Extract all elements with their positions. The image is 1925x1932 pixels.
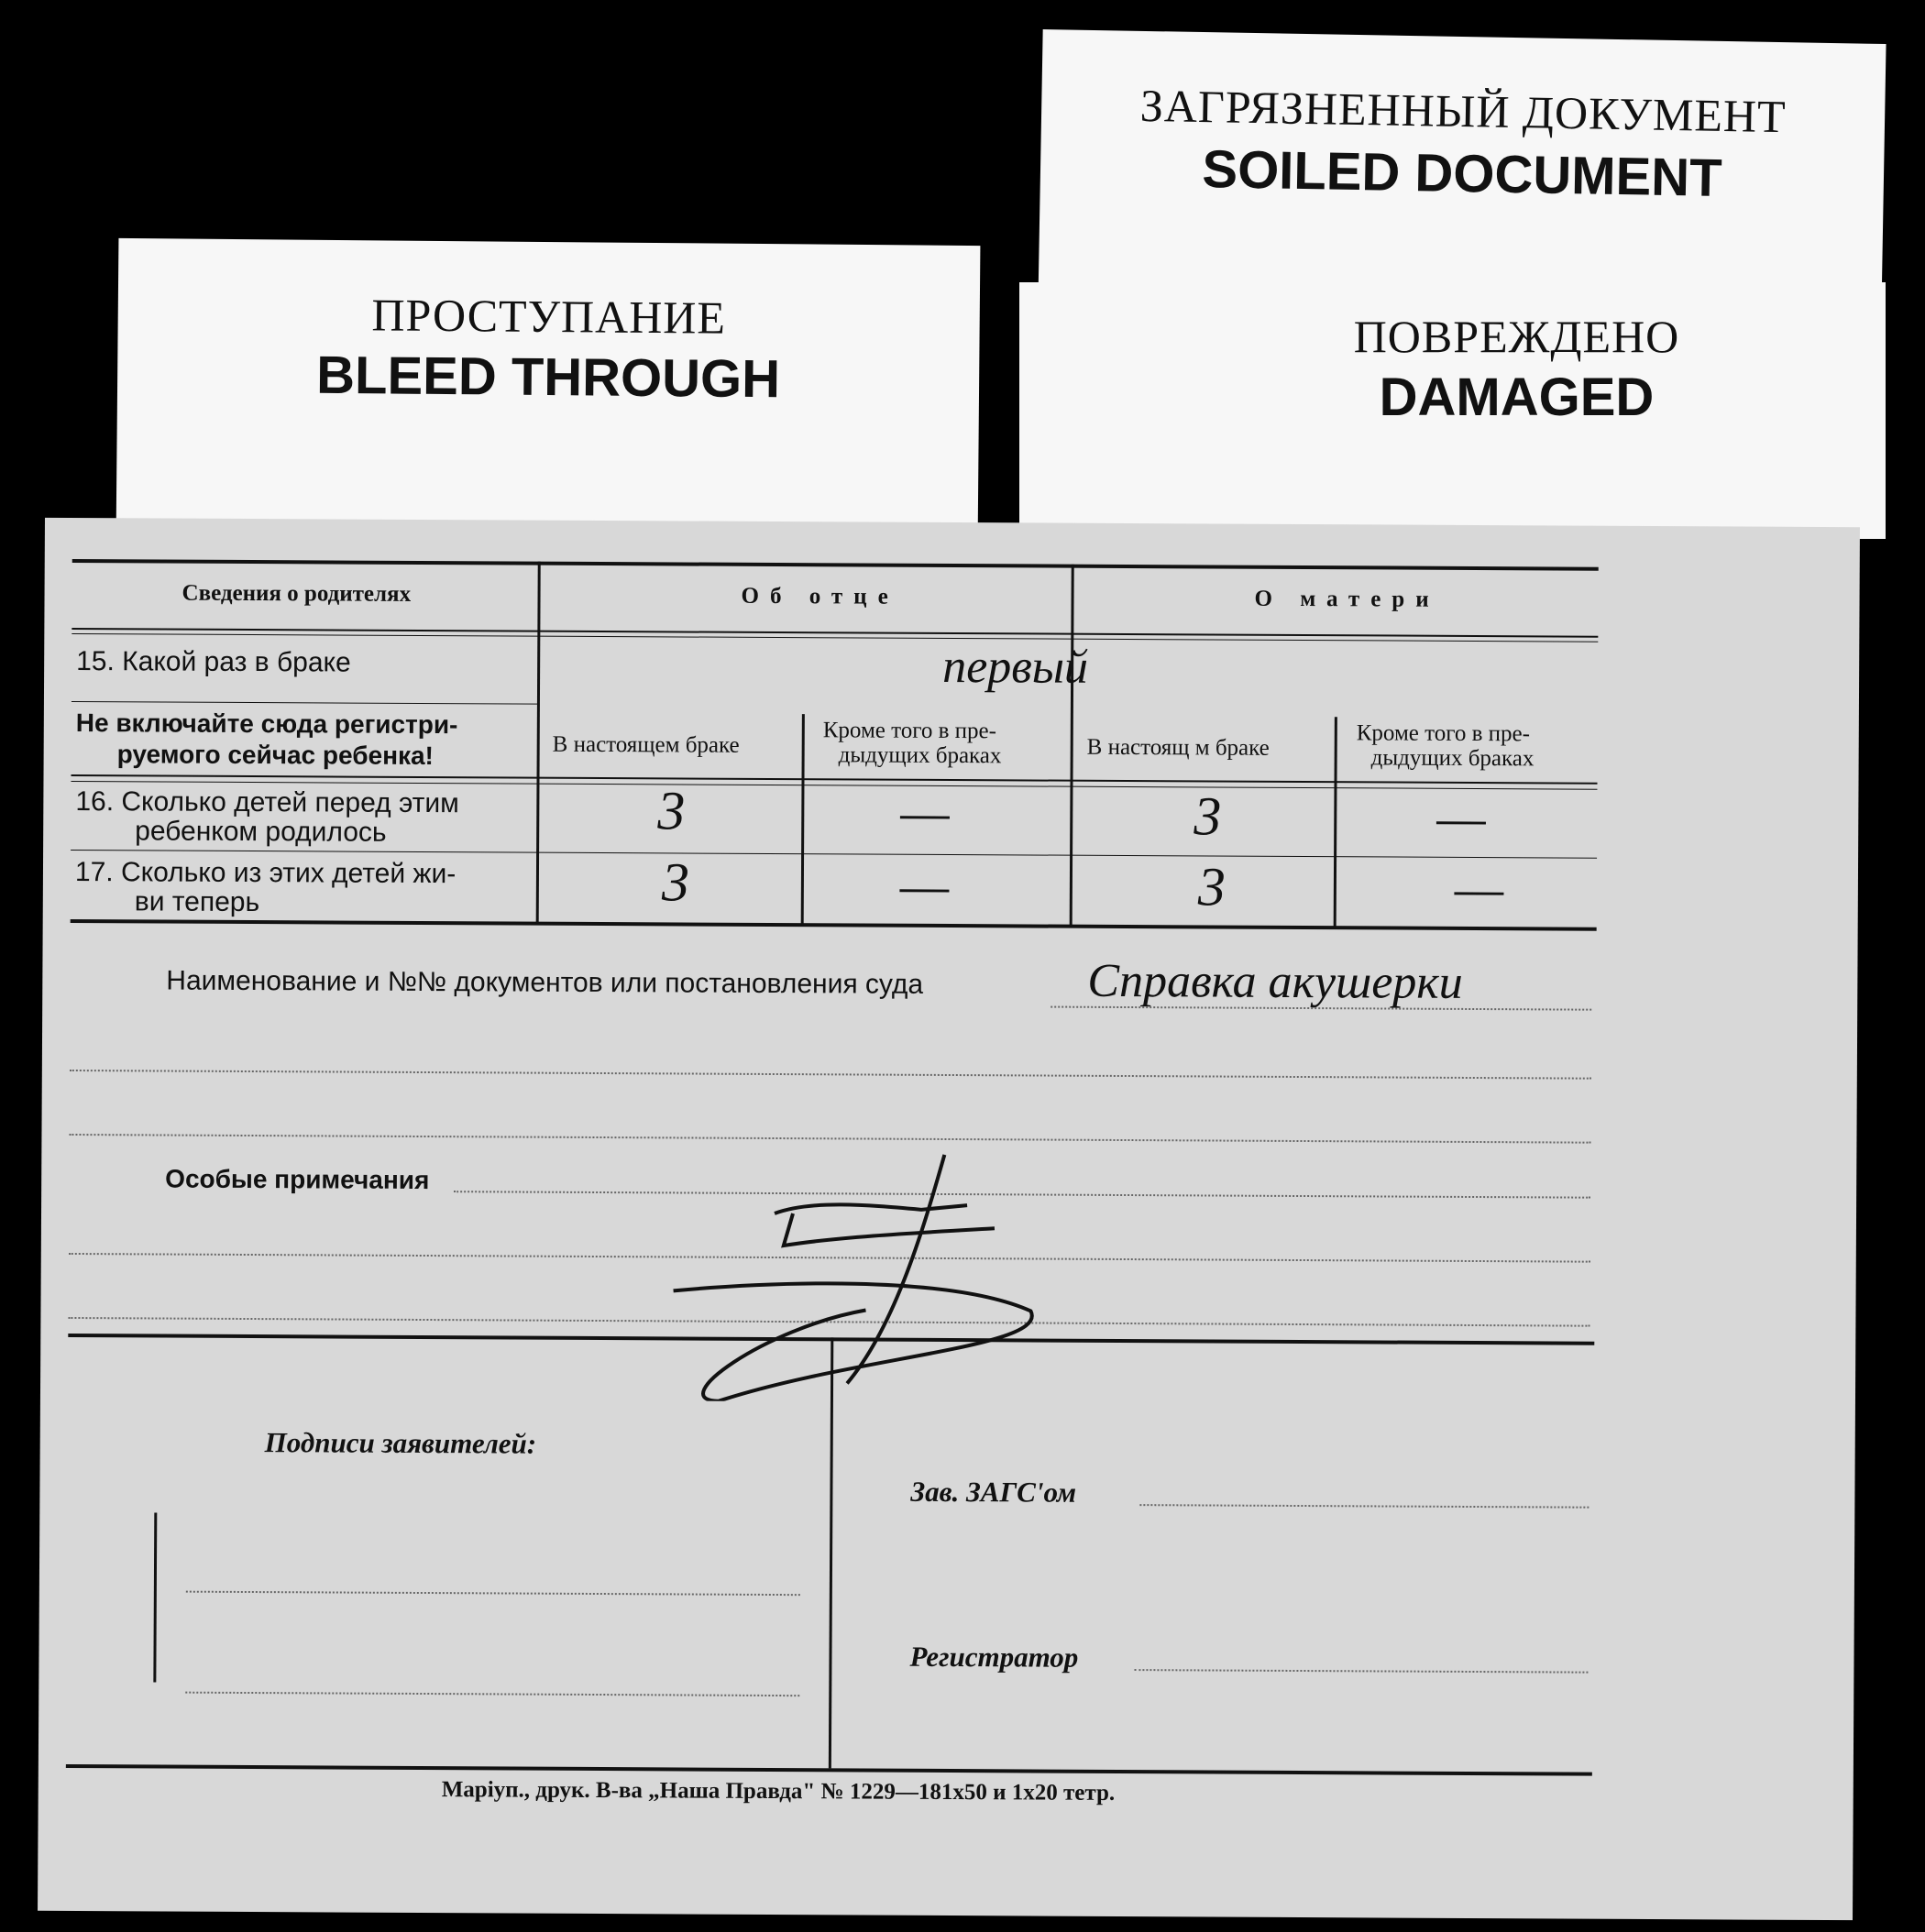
head-sign-line [1139, 1504, 1589, 1509]
q16-line2: ребенком родилось [135, 816, 387, 848]
head-registry-label: Зав. ЗАГС'ом [910, 1475, 1077, 1509]
damaged-label-en: DAMAGED [1379, 368, 1655, 427]
registrar-sign-line [1134, 1669, 1588, 1674]
q16-line1: 16. Сколько детей перед этим [75, 786, 459, 819]
subcol-previous-father-1: Кроме того в пре- [822, 718, 997, 744]
q17-mother-current: 3 [1197, 856, 1226, 917]
documents-dotted-line-2 [70, 1070, 1591, 1080]
header-father: Об отце [741, 583, 899, 609]
subcol-previous-father-2: дыдущих браках [838, 742, 1002, 769]
q16-mother-current: 3 [1194, 785, 1222, 847]
applicant-sign-line-1 [186, 1591, 800, 1597]
applicants-brace [153, 1512, 157, 1682]
table-bottom-rule [71, 919, 1597, 931]
signature-divider [829, 1337, 833, 1768]
q16-mother-previous: — [1436, 786, 1486, 849]
header-parents: Сведения о родителях [182, 580, 412, 607]
documents-value: Справка акушерки [1087, 954, 1463, 1009]
q16-father-previous: — [900, 781, 950, 842]
documents-dotted-line [1050, 1006, 1591, 1011]
col-divider-1 [536, 562, 541, 924]
note-line1: Не включайте сюда регистри- [75, 708, 458, 740]
subcol-previous-mother-2: дыдущих браках [1370, 745, 1534, 772]
table-top-rule [72, 559, 1599, 571]
col-divider-4 [1334, 717, 1337, 928]
subcol-current-father: В настоящем браке [552, 731, 740, 758]
col-divider-3 [801, 714, 805, 925]
row16-rule [71, 850, 1597, 859]
note-line2: руемого сейчас ребенка! [116, 740, 434, 771]
soiled-label-ru: ЗАГРЯЗНЕННЫЙ ДОКУМЕНТ [1139, 79, 1788, 143]
q16-father-current: 3 [657, 780, 686, 841]
q17-line2: ви теперь [134, 886, 260, 918]
applicant-sign-line-2 [185, 1692, 799, 1697]
bleed-label-ru: ПРОСТУПАНИЕ [371, 289, 727, 344]
documents-label: Наименование и №№ документов или постановления суда [166, 965, 924, 1000]
soiled-label-en: SOILED DOCUMENT [1201, 139, 1723, 208]
row15-rule [72, 701, 539, 705]
q15-label: 15. Какой раз в браке [76, 646, 351, 678]
civil-registration-form [38, 518, 1860, 1920]
q17-father-previous: — [899, 854, 950, 916]
header-mother: О матери [1254, 586, 1440, 612]
q17-father-current: 3 [661, 851, 690, 913]
printer-footer: Маріуп., друк. В-ва „Наша Правда" № 1229—181х50 и 1х20 тетр. [441, 1777, 1116, 1806]
soiled-document-label [1038, 29, 1886, 319]
q15-answer: первый [942, 640, 1089, 694]
damaged-label [1019, 282, 1886, 539]
bleed-label-en: BLEED THROUGH [315, 345, 781, 410]
subcol-current-mother: В настоящ м браке [1086, 734, 1270, 761]
bleed-through-label [116, 238, 981, 548]
col-divider-2 [1070, 565, 1074, 927]
subcol-previous-mother-1: Кроме того в пре- [1356, 720, 1531, 747]
registrar-label: Регистратор [909, 1640, 1079, 1674]
q17-mother-previous: — [1454, 857, 1504, 919]
header-rule [72, 628, 1598, 638]
remarks-strike-mark [627, 1125, 1050, 1402]
damaged-label-ru: ПОВРЕЖДЕНО [1353, 311, 1680, 362]
applicants-signature-label: Подписи заявителей: [264, 1426, 537, 1460]
remarks-label: Особые примечания [165, 1164, 430, 1195]
q17-line1: 17. Сколько из этих детей жи- [74, 857, 456, 890]
